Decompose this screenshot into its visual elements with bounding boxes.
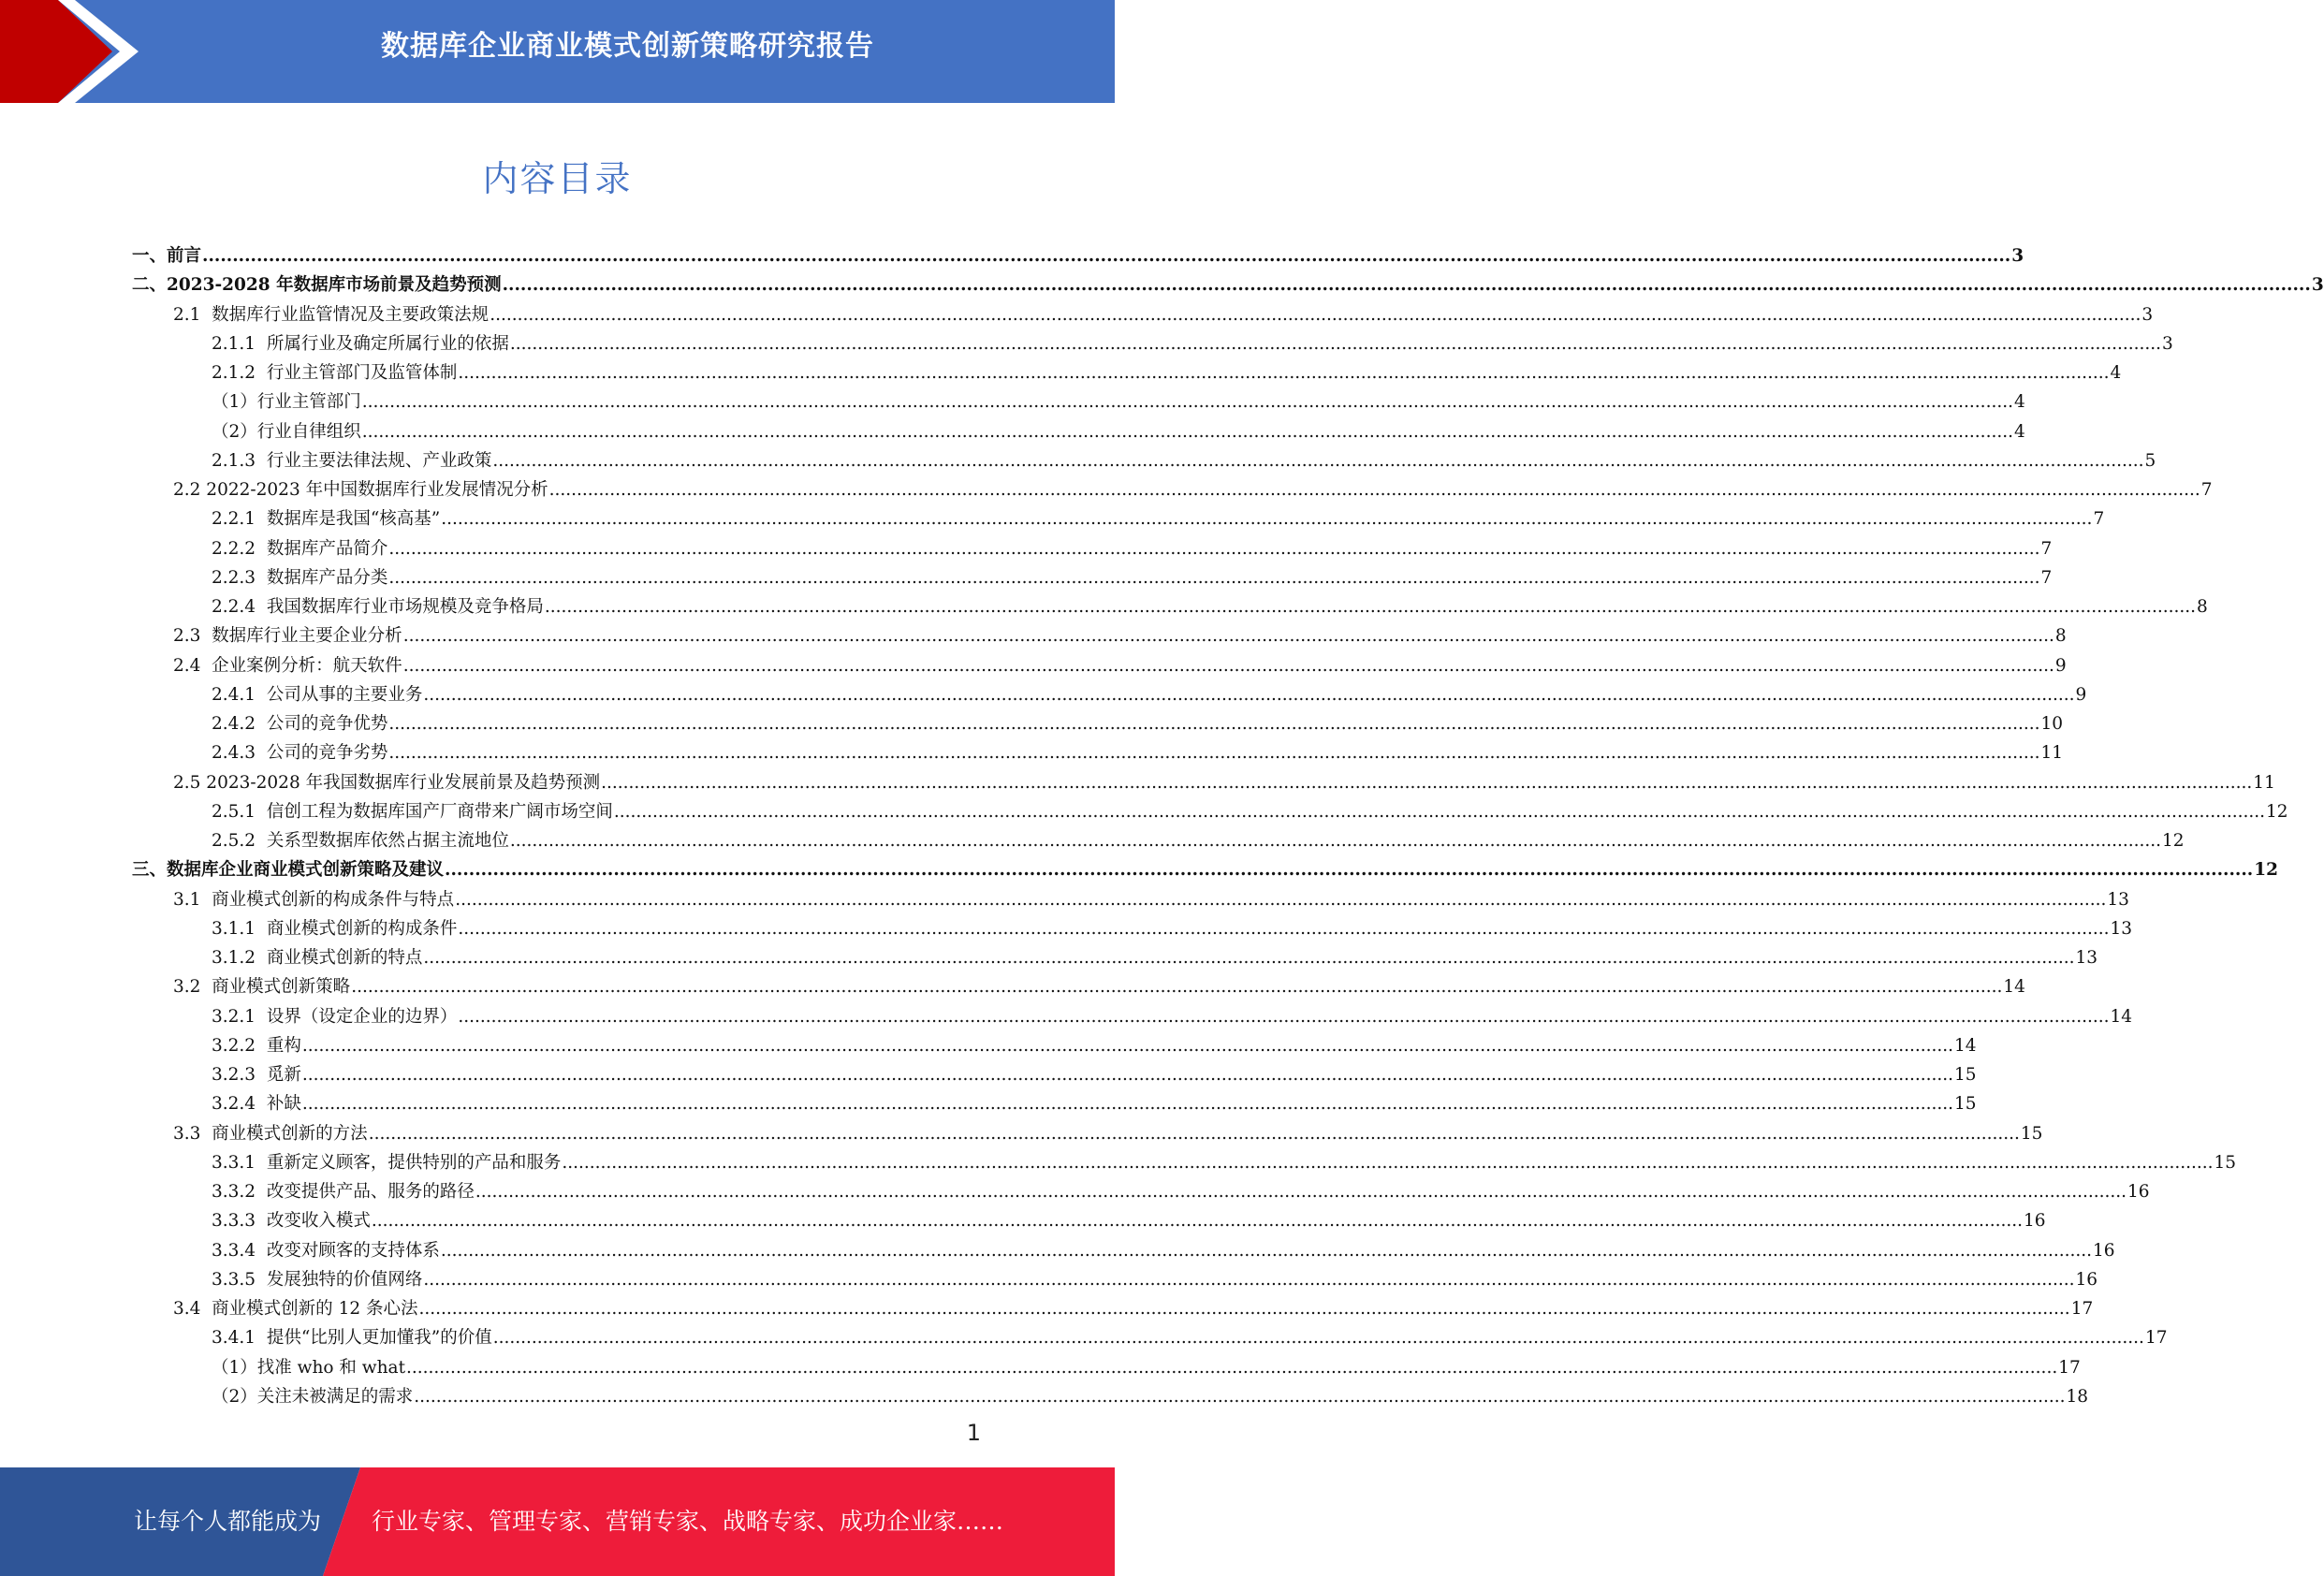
toc-entry-label: 3.1.1 商业模式创新的构成条件 — [212, 918, 458, 939]
toc-entry-page: 12 — [2254, 860, 2278, 881]
toc-entry[interactable] — [173, 472, 2213, 501]
toc-entry[interactable] — [212, 794, 2288, 823]
toc-leader-dots: ............................................................................................................................................................................................................................................................................................................ — [601, 772, 2253, 793]
toc-leader-dots: ............................................................................................................................................................................................................................................................................................................ — [548, 480, 2200, 500]
toc-entry[interactable] — [212, 1145, 2237, 1174]
toc-leader-dots: ............................................................................................................................................................................................................................................................................................................ — [509, 333, 2162, 354]
toc-entry[interactable] — [212, 706, 2064, 735]
toc-entry[interactable] — [212, 677, 2087, 706]
toc-entry[interactable] — [212, 1174, 2150, 1203]
toc-entry[interactable] — [212, 1320, 2168, 1349]
toc-entry-page: 4 — [2110, 363, 2122, 383]
toc-entry-label: （2）行业自律组织 — [212, 421, 361, 442]
toc-entry-page: 3 — [2011, 246, 2024, 266]
footer-left-text: 让每个人都能成为 — [134, 1508, 322, 1535]
toc-entry-page: 17 — [2144, 1328, 2168, 1349]
toc-leader-dots: ............................................................................................................................................................................................................................................................................................................ — [440, 1240, 2093, 1261]
toc-leader-dots: ............................................................................................................................................................................................................................................................................................................ — [418, 1299, 2070, 1319]
toc-leader-dots: ............................................................................................................................................................................................................................................................................................................ — [414, 1386, 2066, 1407]
toc-entry-page: 13 — [2110, 918, 2133, 939]
toc-entry[interactable] — [212, 1203, 2046, 1232]
toc-leader-dots: ............................................................................................................................................................................................................................................................................................................ — [402, 655, 2054, 676]
toc-entry-label: 2.2.2 数据库产品简介 — [212, 538, 388, 559]
toc-entry[interactable] — [212, 1057, 1977, 1086]
toc-leader-dots: ............................................................................................................................................................................................................................................................................................................ — [502, 275, 2311, 296]
toc-entry-label: 2.5.1 信创工程为数据库国产厂商带来广阔市场空间 — [212, 801, 613, 822]
toc-entry-page: 14 — [2110, 1006, 2133, 1027]
toc-entry-page: 8 — [2197, 597, 2208, 617]
toc-entry-page: 3 — [2141, 304, 2154, 325]
toc-entry-label: 2.1.2 行业主管部门及监管体制 — [212, 363, 458, 383]
toc-entry-page: 14 — [1954, 1035, 1977, 1056]
page-header — [0, 0, 1115, 103]
toc-entry[interactable] — [212, 999, 2133, 1028]
toc-entry[interactable] — [132, 267, 2324, 296]
toc-entry[interactable] — [212, 1086, 1977, 1115]
toc-entry[interactable] — [173, 297, 2154, 326]
toc-leader-dots: ............................................................................................................................................................................................................................................................................................................ — [371, 1211, 2024, 1232]
toc-leader-dots: ............................................................................................................................................................................................................................................................................................................ — [423, 1269, 2075, 1290]
toc-leader-dots: ............................................................................................................................................................................................................................................................................................................ — [544, 597, 2197, 617]
toc-entry-page: 9 — [2054, 655, 2067, 676]
toc-entry-label: 3.4 商业模式创新的 12 条心法 — [173, 1299, 418, 1319]
toc-entry-page: 3 — [2162, 333, 2173, 354]
toc-entry[interactable] — [212, 560, 2053, 589]
footer-right-text: 行业专家、管理专家、营销专家、战略专家、成功企业家…… — [372, 1508, 1004, 1535]
toc-leader-dots: ............................................................................................................................................................................................................................................................................................................ — [351, 977, 2003, 998]
toc-entry[interactable] — [212, 384, 2025, 413]
toc-entry-page: 11 — [2040, 743, 2064, 764]
toc-entry-label: 2.2.3 数据库产品分类 — [212, 567, 388, 588]
toc-entry-label: （2）关注未被满足的需求 — [212, 1386, 414, 1407]
toc-entry-label: 2.1.1 所属行业及确定所属行业的依据 — [212, 333, 509, 354]
toc-leader-dots: ............................................................................................................................................................................................................................................................................................................ — [402, 626, 2054, 647]
toc-entry-page: 15 — [2214, 1152, 2237, 1173]
toc-leader-dots: ............................................................................................................................................................................................................................................................................................................ — [613, 801, 2266, 822]
toc-entry-page: 7 — [2040, 567, 2053, 588]
toc-leader-dots: ............................................................................................................................................................................................................................................................................................................ — [458, 918, 2110, 939]
toc-leader-dots: ............................................................................................................................................................................................................................................................................................................ — [361, 392, 2013, 413]
toc-leader-dots: ............................................................................................................................................................................................................................................................................................................ — [490, 304, 2141, 325]
toc-entry-label: 3.3 商业模式创新的方法 — [173, 1123, 368, 1144]
toc-leader-dots: ............................................................................................................................................................................................................................................................................................................ — [455, 889, 2107, 910]
toc-entry-label: 3.2.3 觅新 — [212, 1065, 301, 1085]
toc-entry-label: 3.4.1 提供“比别人更加懂我”的价值 — [212, 1328, 492, 1349]
toc-entry-label: 2.2.1 数据库是我国“核高基” — [212, 509, 441, 530]
toc-entry[interactable] — [173, 1291, 2094, 1320]
toc-entry[interactable] — [212, 735, 2064, 764]
toc-entry-label: 2.4 企业案例分析：航天软件 — [173, 655, 402, 676]
toc-entry-page: 11 — [2253, 772, 2275, 793]
toc-entry-page: 12 — [2162, 831, 2185, 851]
toc-entry-label: 3.3.2 改变提供产品、服务的路径 — [212, 1182, 475, 1202]
toc-leader-dots: ............................................................................................................................................................................................................................................................................................................ — [492, 1328, 2144, 1349]
toc-entry[interactable] — [212, 823, 2185, 852]
toc-entry-page: 14 — [2003, 977, 2025, 998]
toc-entry-page: 8 — [2054, 626, 2067, 647]
toc-leader-dots: ............................................................................................................................................................................................................................................................................................................ — [301, 1094, 1954, 1115]
toc-entry-page: 3 — [2311, 275, 2324, 296]
toc-entry-label: 2.5 2023-2028 年我国数据库行业发展前景及趋势预测 — [173, 772, 601, 793]
toc-leader-dots: ............................................................................................................................................................................................................................................................................................................ — [445, 860, 2254, 881]
page-footer — [0, 1467, 1115, 1576]
toc-entry[interactable] — [212, 1379, 2089, 1408]
toc-leader-dots: ............................................................................................................................................................................................................................................................................................................ — [423, 948, 2075, 968]
toc-entry[interactable] — [212, 443, 2156, 472]
toc-leader-dots: ............................................................................................................................................................................................................................................................................................................ — [388, 743, 2040, 764]
toc-entry[interactable] — [212, 326, 2173, 355]
toc-entry-label: 2.4.2 公司的竞争优势 — [212, 714, 388, 734]
toc-leader-dots: ............................................................................................................................................................................................................................................................................................................ — [368, 1123, 2020, 1144]
toc-leader-dots: ............................................................................................................................................................................................................................................................................................................ — [388, 538, 2040, 559]
toc-entry[interactable] — [132, 238, 2024, 267]
toc-entry[interactable] — [212, 940, 2098, 969]
toc-entry-page: 12 — [2266, 801, 2288, 822]
toc-leader-dots: ............................................................................................................................................................................................................................................................................................................ — [388, 714, 2040, 734]
toc-entry[interactable] — [173, 1116, 2043, 1145]
toc-entry[interactable] — [212, 414, 2025, 443]
toc-entry[interactable] — [173, 882, 2129, 911]
toc-entry-label: 3.3.3 改变收入模式 — [212, 1211, 371, 1232]
toc-entry-page: 7 — [2040, 538, 2053, 559]
toc-entry[interactable] — [212, 589, 2208, 618]
toc-leader-dots: ............................................................................................................................................................................................................................................................................................................ — [388, 567, 2040, 588]
toc-entry-label: 2.1 数据库行业监管情况及主要政策法规 — [173, 304, 490, 325]
toc-entry[interactable] — [173, 969, 2025, 998]
toc-entry-label: 3.2.4 补缺 — [212, 1094, 301, 1115]
toc-entry[interactable] — [173, 765, 2275, 794]
toc-entry-page: 4 — [2013, 392, 2025, 413]
toc-leader-dots: ............................................................................................................................................................................................................................................................................................................ — [458, 1006, 2110, 1027]
toc-leader-dots: ............................................................................................................................................................................................................................................................................................................ — [301, 1065, 1954, 1085]
toc-entry-page: 5 — [2144, 450, 2156, 471]
toc-entry-page: 16 — [2024, 1211, 2046, 1232]
toc-entry-label: 3.1 商业模式创新的构成条件与特点 — [173, 889, 455, 910]
toc-entry-label: 2.3 数据库行业主要企业分析 — [173, 626, 402, 647]
toc-entry-label: 2.2 2022-2023 年中国数据库行业发展情况分析 — [173, 480, 548, 500]
toc-leader-dots: ............................................................................................................................................................................................................................................................................................................ — [406, 1357, 2058, 1378]
toc-leader-dots: ............................................................................................................................................................................................................................................................................................................ — [441, 509, 2093, 530]
toc-entry-page: 15 — [1954, 1094, 1977, 1115]
toc-leader-dots: ............................................................................................................................................................................................................................................................................................................ — [458, 363, 2110, 383]
toc-leader-dots: ............................................................................................................................................................................................................................................................................................................ — [509, 831, 2162, 851]
toc-entry-label: 3.1.2 商业模式创新的特点 — [212, 948, 423, 968]
toc-entry-label: 3.2 商业模式创新策略 — [173, 977, 351, 998]
toc-entry[interactable] — [212, 1028, 1977, 1057]
toc-entry-label: 3.3.5 发展独特的价值网络 — [212, 1269, 423, 1290]
toc-entry-label: （1）找准 who 和 what — [212, 1357, 406, 1378]
toc-entry-page: 10 — [2040, 714, 2064, 734]
toc-entry-page: 16 — [2093, 1240, 2115, 1261]
toc-entry-label: 3.2.1 设界（设定企业的边界） — [212, 1006, 458, 1027]
toc-entry-label: 一、前言 — [132, 246, 202, 266]
toc-entry-label: 2.1.3 行业主要法律法规、产业政策 — [212, 450, 492, 471]
toc-entry-label: 3.2.2 重构 — [212, 1035, 301, 1056]
toc-title: 内容目录 — [482, 158, 633, 199]
toc-entry[interactable] — [212, 911, 2133, 940]
toc-entry[interactable] — [173, 618, 2067, 647]
toc-entry-label: 三、数据库企业商业模式创新策略及建议 — [132, 860, 445, 881]
toc-entry-page: 7 — [2093, 509, 2105, 530]
toc-entry[interactable] — [132, 852, 2278, 881]
toc-entry-page: 15 — [2020, 1123, 2043, 1144]
toc-leader-dots: ............................................................................................................................................................................................................................................................................................................ — [361, 421, 2013, 442]
toc-entry-page: 16 — [2075, 1269, 2098, 1290]
toc-entry-label: 2.4.3 公司的竞争劣势 — [212, 743, 388, 764]
toc-entry-page: 4 — [2013, 421, 2025, 442]
toc-leader-dots: ............................................................................................................................................................................................................................................................................................................ — [202, 246, 2011, 266]
toc-entry-label: （1）行业主管部门 — [212, 392, 361, 413]
toc-entry-page: 17 — [2058, 1357, 2081, 1378]
toc-entry-label: 3.3.4 改变对顾客的支持体系 — [212, 1240, 440, 1261]
toc-entry-page: 17 — [2070, 1299, 2094, 1319]
toc-entry[interactable] — [212, 1350, 2081, 1379]
toc-entry-page: 16 — [2127, 1182, 2150, 1202]
toc-entry[interactable] — [212, 531, 2053, 560]
toc-entry-label: 3.3.1 重新定义顾客，提供特别的产品和服务 — [212, 1152, 562, 1173]
toc-entry-page: 15 — [1954, 1065, 1977, 1085]
toc-leader-dots: ............................................................................................................................................................................................................................................................................................................ — [301, 1035, 1954, 1056]
toc-entry-page: 9 — [2075, 684, 2087, 705]
toc-leader-dots: ............................................................................................................................................................................................................................................................................................................ — [492, 450, 2144, 471]
toc-entry-label: 2.5.2 关系型数据库依然占据主流地位 — [212, 831, 509, 851]
toc-entry-page: 7 — [2200, 480, 2213, 500]
toc-entry[interactable] — [212, 501, 2105, 530]
toc-leader-dots: ............................................................................................................................................................................................................................................................................................................ — [475, 1182, 2127, 1202]
toc-entry-page: 13 — [2107, 889, 2129, 910]
header-title: 数据库企业商业模式创新策略研究报告 — [381, 30, 874, 63]
toc-entry-page: 13 — [2075, 948, 2098, 968]
toc-entry[interactable] — [212, 1262, 2098, 1291]
toc-entry[interactable] — [173, 648, 2067, 677]
toc-entry-label: 二、2023-2028 年数据库市场前景及趋势预测 — [132, 275, 502, 296]
page-number: 1 — [966, 1420, 981, 1446]
toc-entry[interactable] — [212, 355, 2122, 384]
toc-leader-dots: ............................................................................................................................................................................................................................................................................................................ — [562, 1152, 2214, 1173]
toc-entry[interactable] — [212, 1233, 2115, 1262]
toc-leader-dots: ............................................................................................................................................................................................................................................................................................................ — [423, 684, 2075, 705]
toc-entry-label: 2.2.4 我国数据库行业市场规模及竞争格局 — [212, 597, 544, 617]
toc-entry-label: 2.4.1 公司从事的主要业务 — [212, 684, 423, 705]
toc-entry-page: 18 — [2066, 1386, 2089, 1407]
